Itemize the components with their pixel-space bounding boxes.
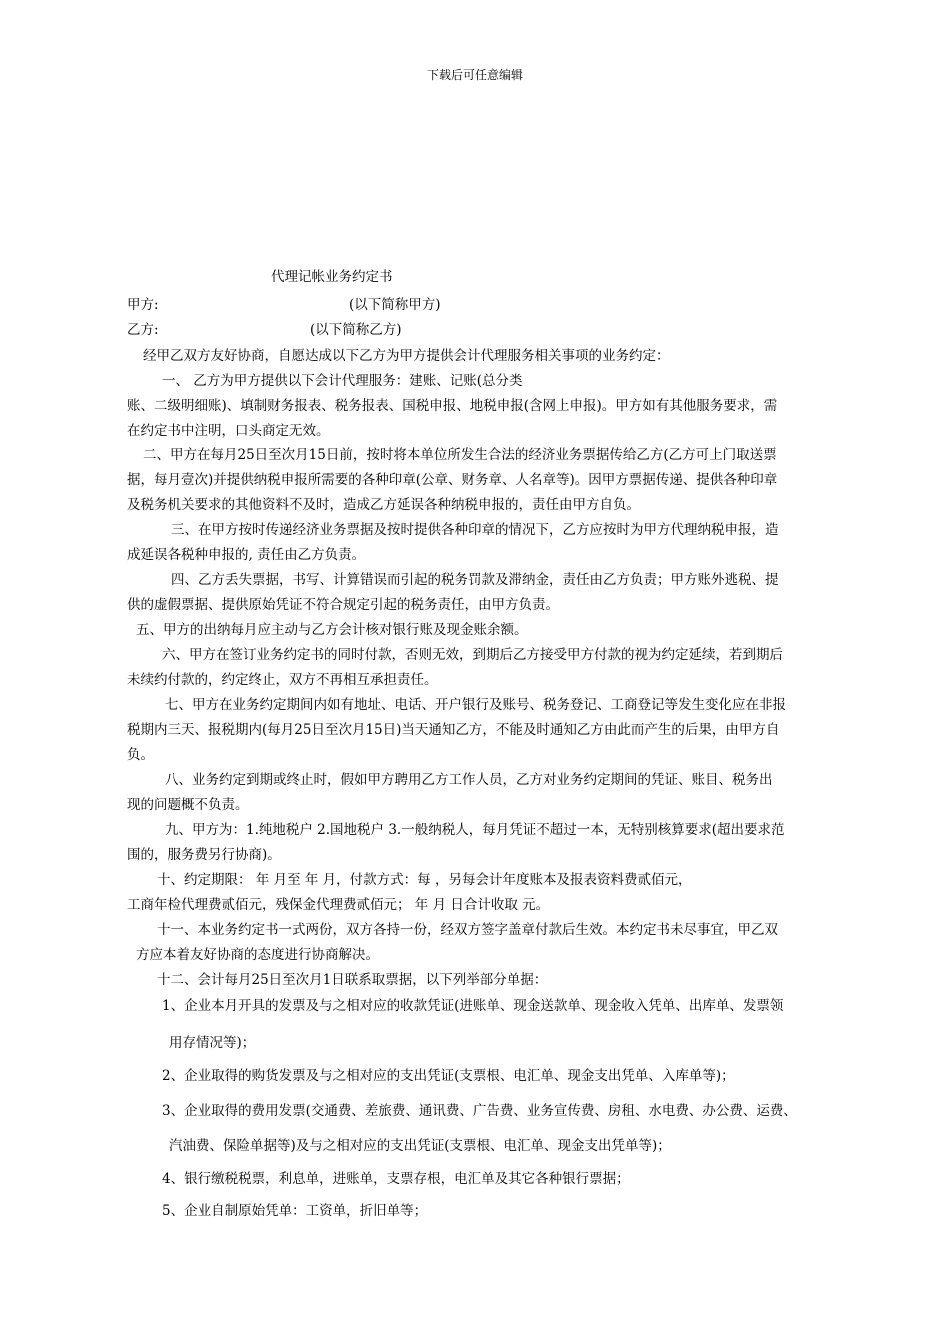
clause-line: 四、乙方丢失票据，书写、计算错误而引起的税务罚款及滞纳金，责任由乙方负责；甲方账外逃税、提 — [171, 572, 779, 588]
list-item: 3、企业取得的费用发票(交通费、差旅费、通讯费、广告费、业务宣传费、房租、水电费、办公费、运费、 — [162, 1103, 797, 1119]
party-b-label: 乙方: — [127, 322, 159, 338]
clause-line: 负。 — [127, 747, 154, 763]
clause-line: 六、甲方在签订业务约定书的同时付款，否则无效，到期后乙方接受甲方付款的视为约定延续，若到期后 — [162, 647, 783, 663]
clause-line: 五、甲方的出纳每月应主动与乙方会计核对银行账及现金账余额。 — [136, 622, 528, 638]
clause-line: 税期内三天、报税期内(每月25日至次月15日)当天通知乙方，不能及时通知乙方由此而产生的后果，由甲方自 — [127, 722, 780, 738]
clause-line: 供的虚假票据、提供原始凭证不符合规定引起的税务责任，由甲方负责。 — [127, 597, 559, 613]
list-item: 汽油费、保险单据等)及与之相对应的支出凭证(支票根、电汇单、现金支出凭单等)； — [169, 1138, 671, 1154]
clause-line: 方应本着友好协商的态度进行协商解决。 — [136, 947, 379, 963]
list-item: 1、企业本月开具的发票及与之相对应的收款凭证(进账单、现金送款单、现金收入凭单、出库单、发票领 — [162, 998, 784, 1014]
clause-line: 围的，服务费另行协商)。 — [127, 847, 281, 863]
clause-line: 未续约付款的，约定终止，双方不再相互承担责任。 — [127, 672, 438, 688]
clause-line: 三、在甲方按时传递经济业务票据及按时提供各种印章的情况下，乙方应按时为甲方代理纳税申报，造 — [171, 522, 779, 538]
clause-line: 一、 乙方为甲方提供以下会计代理服务：建账、记账(总分类 — [162, 373, 523, 389]
clause-line: 成延误各税种申报的, 责任由乙方负责。 — [127, 547, 366, 563]
intro-paragraph: 经甲乙双方友好协商，自愿达成以下乙方为甲方提供会计代理服务相关事项的业务约定： — [143, 348, 670, 364]
clause-line: 及税务机关要求的其他资料不及时，造成乙方延误各种纳税申报的，责任由甲方自负。 — [127, 497, 640, 513]
clause-line: 据，每月壹次)并提供纳税申报所需要的各种印章(公章、财务章、人名章等)。因甲方票据传递、提供各种印章 — [127, 472, 778, 488]
clause-line: 账、二级明细账)、填制财务报表、税务报表、国税申报、地税申报(含网上申报)。甲方如有其他服务要求，需 — [127, 398, 778, 414]
list-item: 4、银行缴税税票，利息单，进账单，支票存根，电汇单及其它各种银行票据； — [162, 1171, 630, 1187]
party-a-label: 甲方: — [127, 297, 159, 313]
header-note: 下载后可任意编辑 — [426, 68, 523, 82]
clause-line: 在约定书中注明，口头商定无效。 — [127, 423, 330, 439]
clause-line: 七、甲方在业务约定期间内如有地址、电话、开户银行及账号、税务登记、工商登记等发生变化应在非报 — [165, 697, 786, 713]
party-b-suffix: (以下简称乙方) — [310, 322, 402, 338]
party-a-suffix: (以下简称甲方) — [349, 297, 441, 313]
clause-line: 九、甲方为：1.纯地税户 2.国地税户 3.一般纳税人，每月凭证不超过一本，无特别核算要求(超出要求范 — [165, 822, 785, 838]
clause-line: 工商年检代理费贰佰元，残保金代理费贰佰元； 年 月 日合计收取 元。 — [127, 897, 550, 913]
clause-line: 十二、会计每月25日至次月1日联系取票据，以下列举部分单据： — [157, 972, 548, 988]
list-item: 用存情况等)； — [169, 1035, 256, 1051]
list-item: 2、企业取得的购货发票及与之相对应的支出凭证(支票根、电汇单、现金支出凭单、入库单等)； — [162, 1068, 735, 1084]
clause-line: 现的问题概不负责。 — [127, 797, 249, 813]
clause-line: 二、甲方在每月25日至次月15日前，按时将本单位所发生合法的经济业务票据传给乙方(乙方可上门取送票 — [143, 447, 777, 463]
clause-line: 八、业务约定到期或终止时，假如甲方聘用乙方工作人员，乙方对业务约定期间的凭证、账目、税务出 — [165, 772, 773, 788]
clause-line: 十、约定期限： 年 月至 年 月，付款方式：每 ，另每会计年度账本及报表资料费贰佰元， — [157, 872, 692, 888]
list-item: 5、企业自制原始凭单：工资单，折旧单等； — [162, 1203, 428, 1219]
document-title: 代理记帐业务约定书 — [271, 269, 393, 285]
clause-line: 十一、本业务约定书一式两份，双方各持一份，经双方签字盖章付款后生效。本约定书未尽事宜，甲乙双 — [157, 922, 778, 938]
